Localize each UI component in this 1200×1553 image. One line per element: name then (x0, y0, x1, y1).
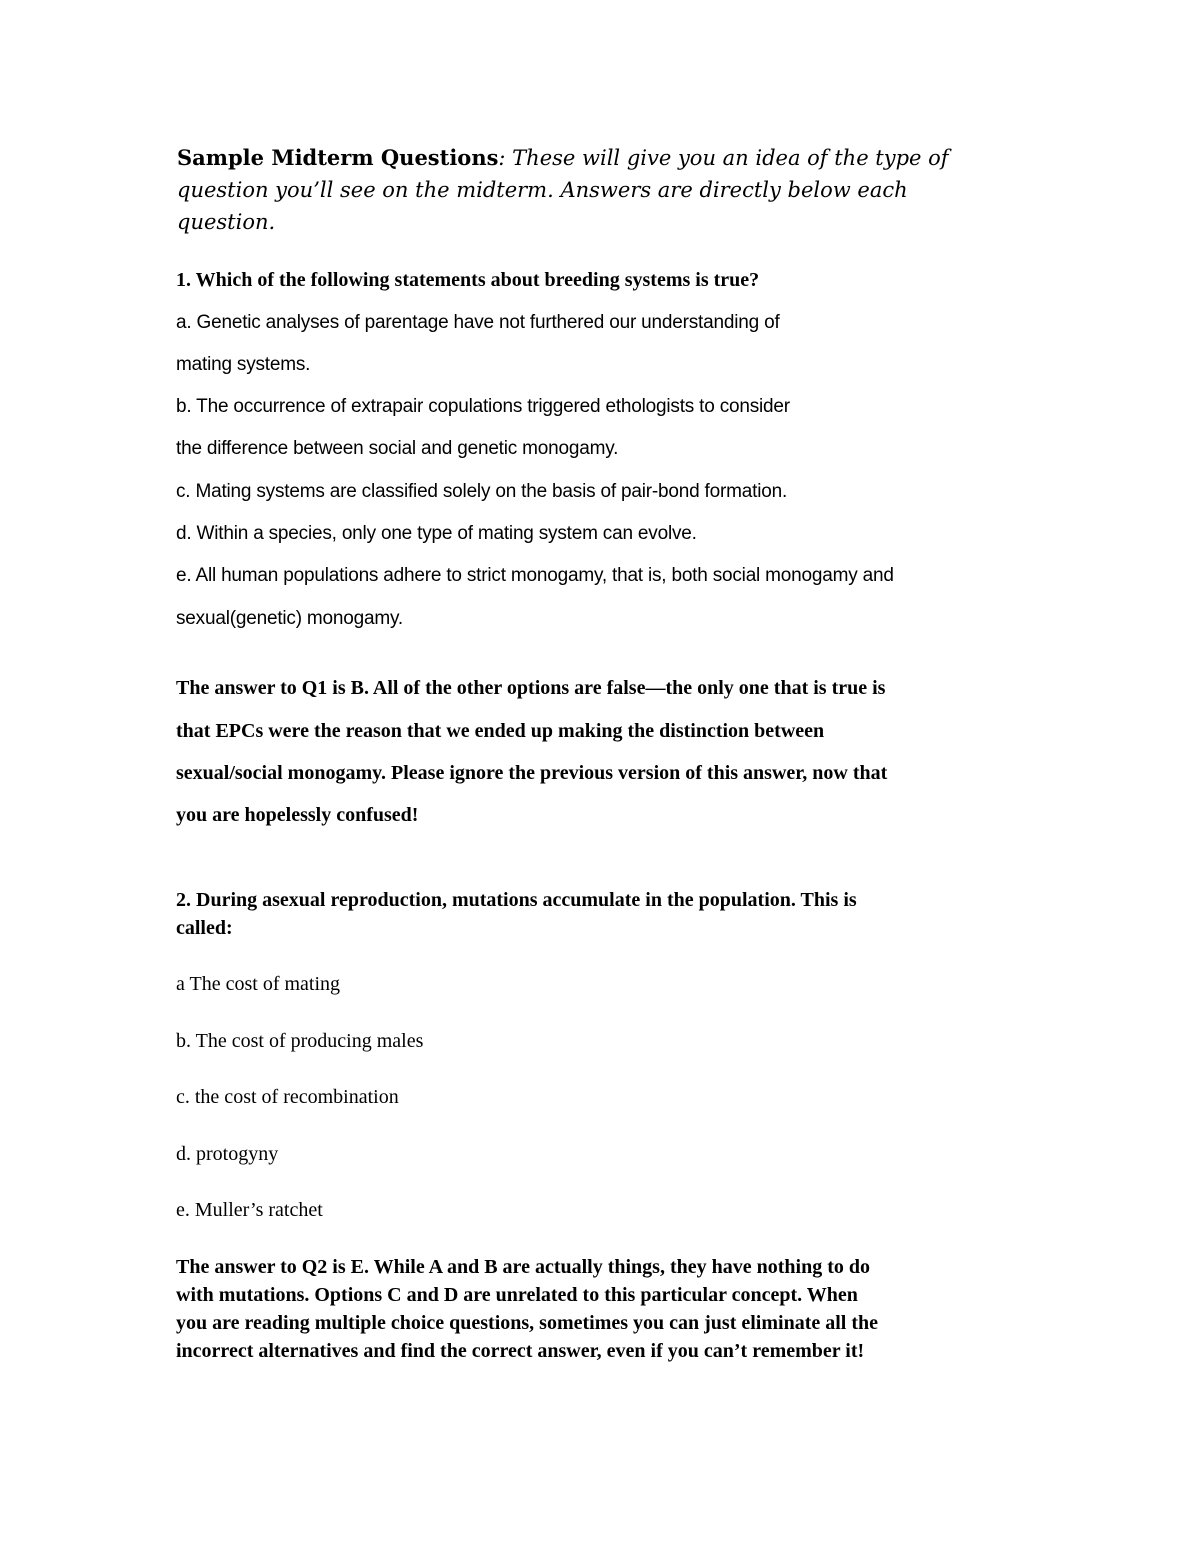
q2-option-a: a The cost of mating (176, 973, 341, 995)
q2-option-c: c. the cost of recombination (176, 1086, 399, 1108)
q1-option-e-cont: sexual(genetic) monogamy. (176, 608, 403, 629)
heading-intro-2: question you’ll see on the midterm. Answers are directly below each (177, 178, 908, 202)
heading-intro-3: question. (177, 210, 276, 234)
q1-option-d: d. Within a species, only one type of mating system can evolve. (176, 523, 697, 544)
question-2-line-2: called: (176, 917, 233, 939)
q1-option-b-cont: the difference between social and genetic monogamy. (176, 438, 619, 459)
q2-answer-line-2: with mutations. Options C and D are unrelated to this particular concept. When (176, 1284, 858, 1306)
q1-option-a: a. Genetic analyses of parentage have not furthered our understanding of (176, 312, 780, 333)
q1-answer-line-4: you are hopelessly confused! (176, 804, 419, 826)
q1-option-e: e. All human populations adhere to strict monogamy, that is, both social monogamy and (176, 565, 894, 586)
question-1: 1. Which of the following statements about breeding systems is true? (176, 269, 760, 291)
page-heading (177, 142, 1047, 238)
q2-option-d: d. protogyny (176, 1143, 279, 1165)
q2-option-e: e. Muller’s ratchet (176, 1199, 323, 1221)
heading-intro-1: These will give you an idea of the type of (505, 146, 949, 170)
q2-option-b: b. The cost of producing males (176, 1030, 424, 1052)
q1-answer-line-2: that EPCs were the reason that we ended up making the distinction between (176, 720, 825, 742)
q1-option-c: c. Mating systems are classified solely on the basis of pair-bond formation. (176, 481, 788, 502)
heading-title: Sample Midterm Questions (177, 145, 499, 170)
q1-answer-line-3: sexual/social monogamy. Please ignore the previous version of this answer, now that (176, 762, 888, 784)
q2-answer-line-1: The answer to Q2 is E. While A and B are actually things, they have nothing to do (176, 1256, 870, 1278)
q1-answer-line-1: The answer to Q1 is B. All of the other options are false—the only one that is true is (176, 677, 886, 699)
heading-colon: : (498, 146, 506, 170)
q2-answer-line-4: incorrect alternatives and find the correct answer, even if you can’t remember it! (176, 1340, 865, 1362)
q2-answer-line-3: you are reading multiple choice questions, sometimes you can just eliminate all the (176, 1312, 879, 1334)
q1-option-a-cont: mating systems. (176, 354, 311, 375)
question-2-line-1: 2. During asexual reproduction, mutations accumulate in the population. This is (176, 889, 857, 911)
q1-option-b: b. The occurrence of extrapair copulations triggered ethologists to consider (176, 396, 790, 417)
